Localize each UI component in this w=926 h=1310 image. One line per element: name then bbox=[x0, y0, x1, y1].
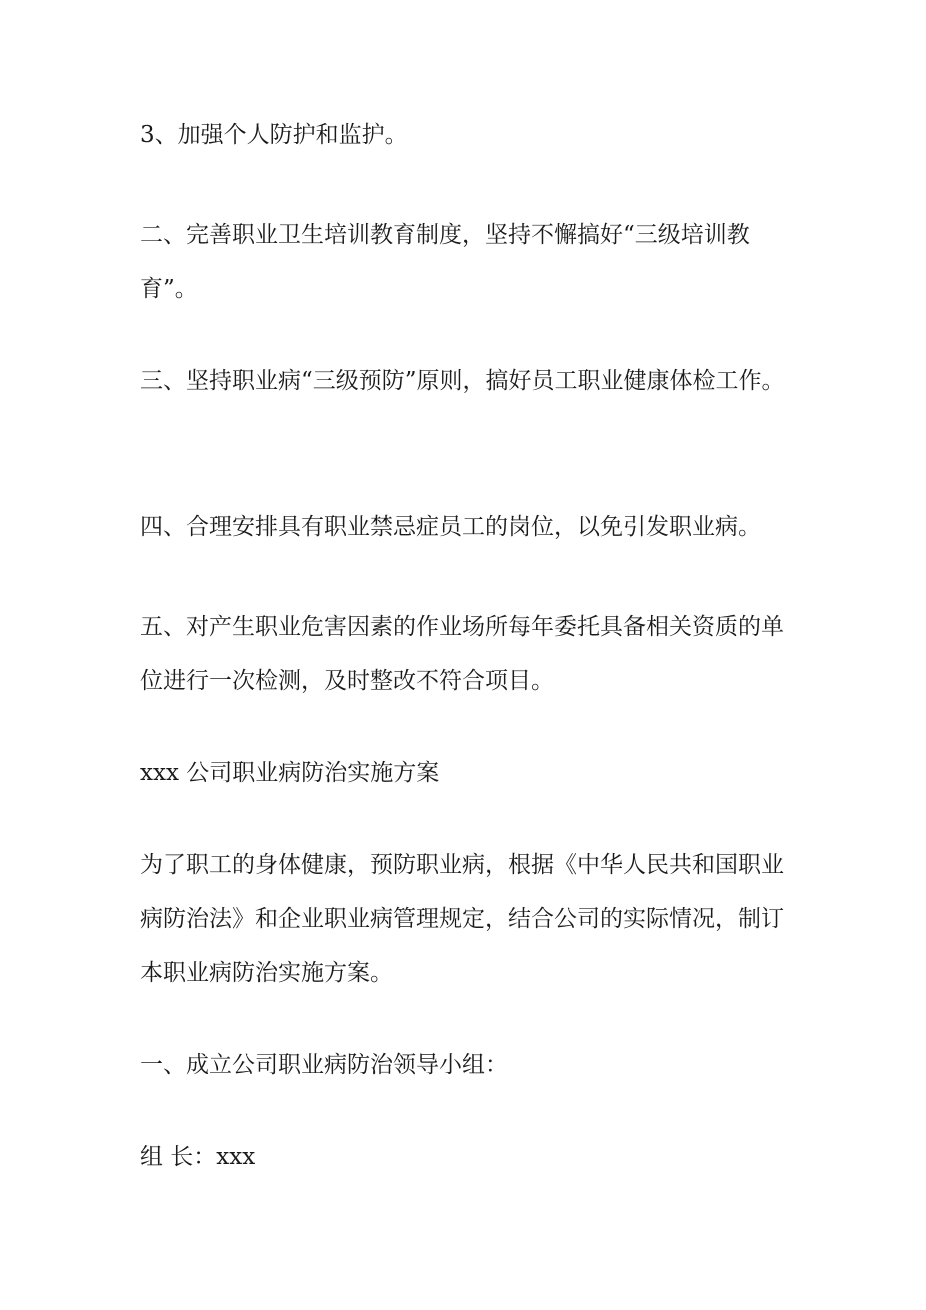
paragraph-annual-inspection: 五、对产生职业危害因素的作业场所每年委托具备相关资质的单位进行一次检测，及时整改不符合项目。 bbox=[140, 614, 784, 694]
paragraph-leadership-group: 一、成立公司职业病防治领导小组： bbox=[140, 1052, 508, 1078]
paragraph-training-system: 二、完善职业卫生培训教育制度，坚持不懈搞好“三级培训教育”。 bbox=[140, 222, 750, 302]
paragraph-group-leader: 组 长：xxx bbox=[140, 1144, 256, 1170]
paragraph-three-level-prevention: 三、坚持职业病“三级预防”原则，搞好员工职业健康体检工作。 bbox=[140, 368, 785, 394]
paragraph-personal-protection: 3、加强个人防护和监护。 bbox=[140, 122, 408, 148]
section-title: xxx 公司职业病防治实施方案 bbox=[140, 760, 440, 786]
paragraph-purpose: 为了职工的身体健康，预防职业病，根据《中华人民共和国职业病防治法》和企业职业病管理规定，结合公司的实际情况，制订本职业病防治实施方案。 bbox=[140, 852, 784, 986]
paragraph-job-arrangement: 四、合理安排具有职业禁忌症员工的岗位，以免引发职业病。 bbox=[140, 514, 761, 540]
